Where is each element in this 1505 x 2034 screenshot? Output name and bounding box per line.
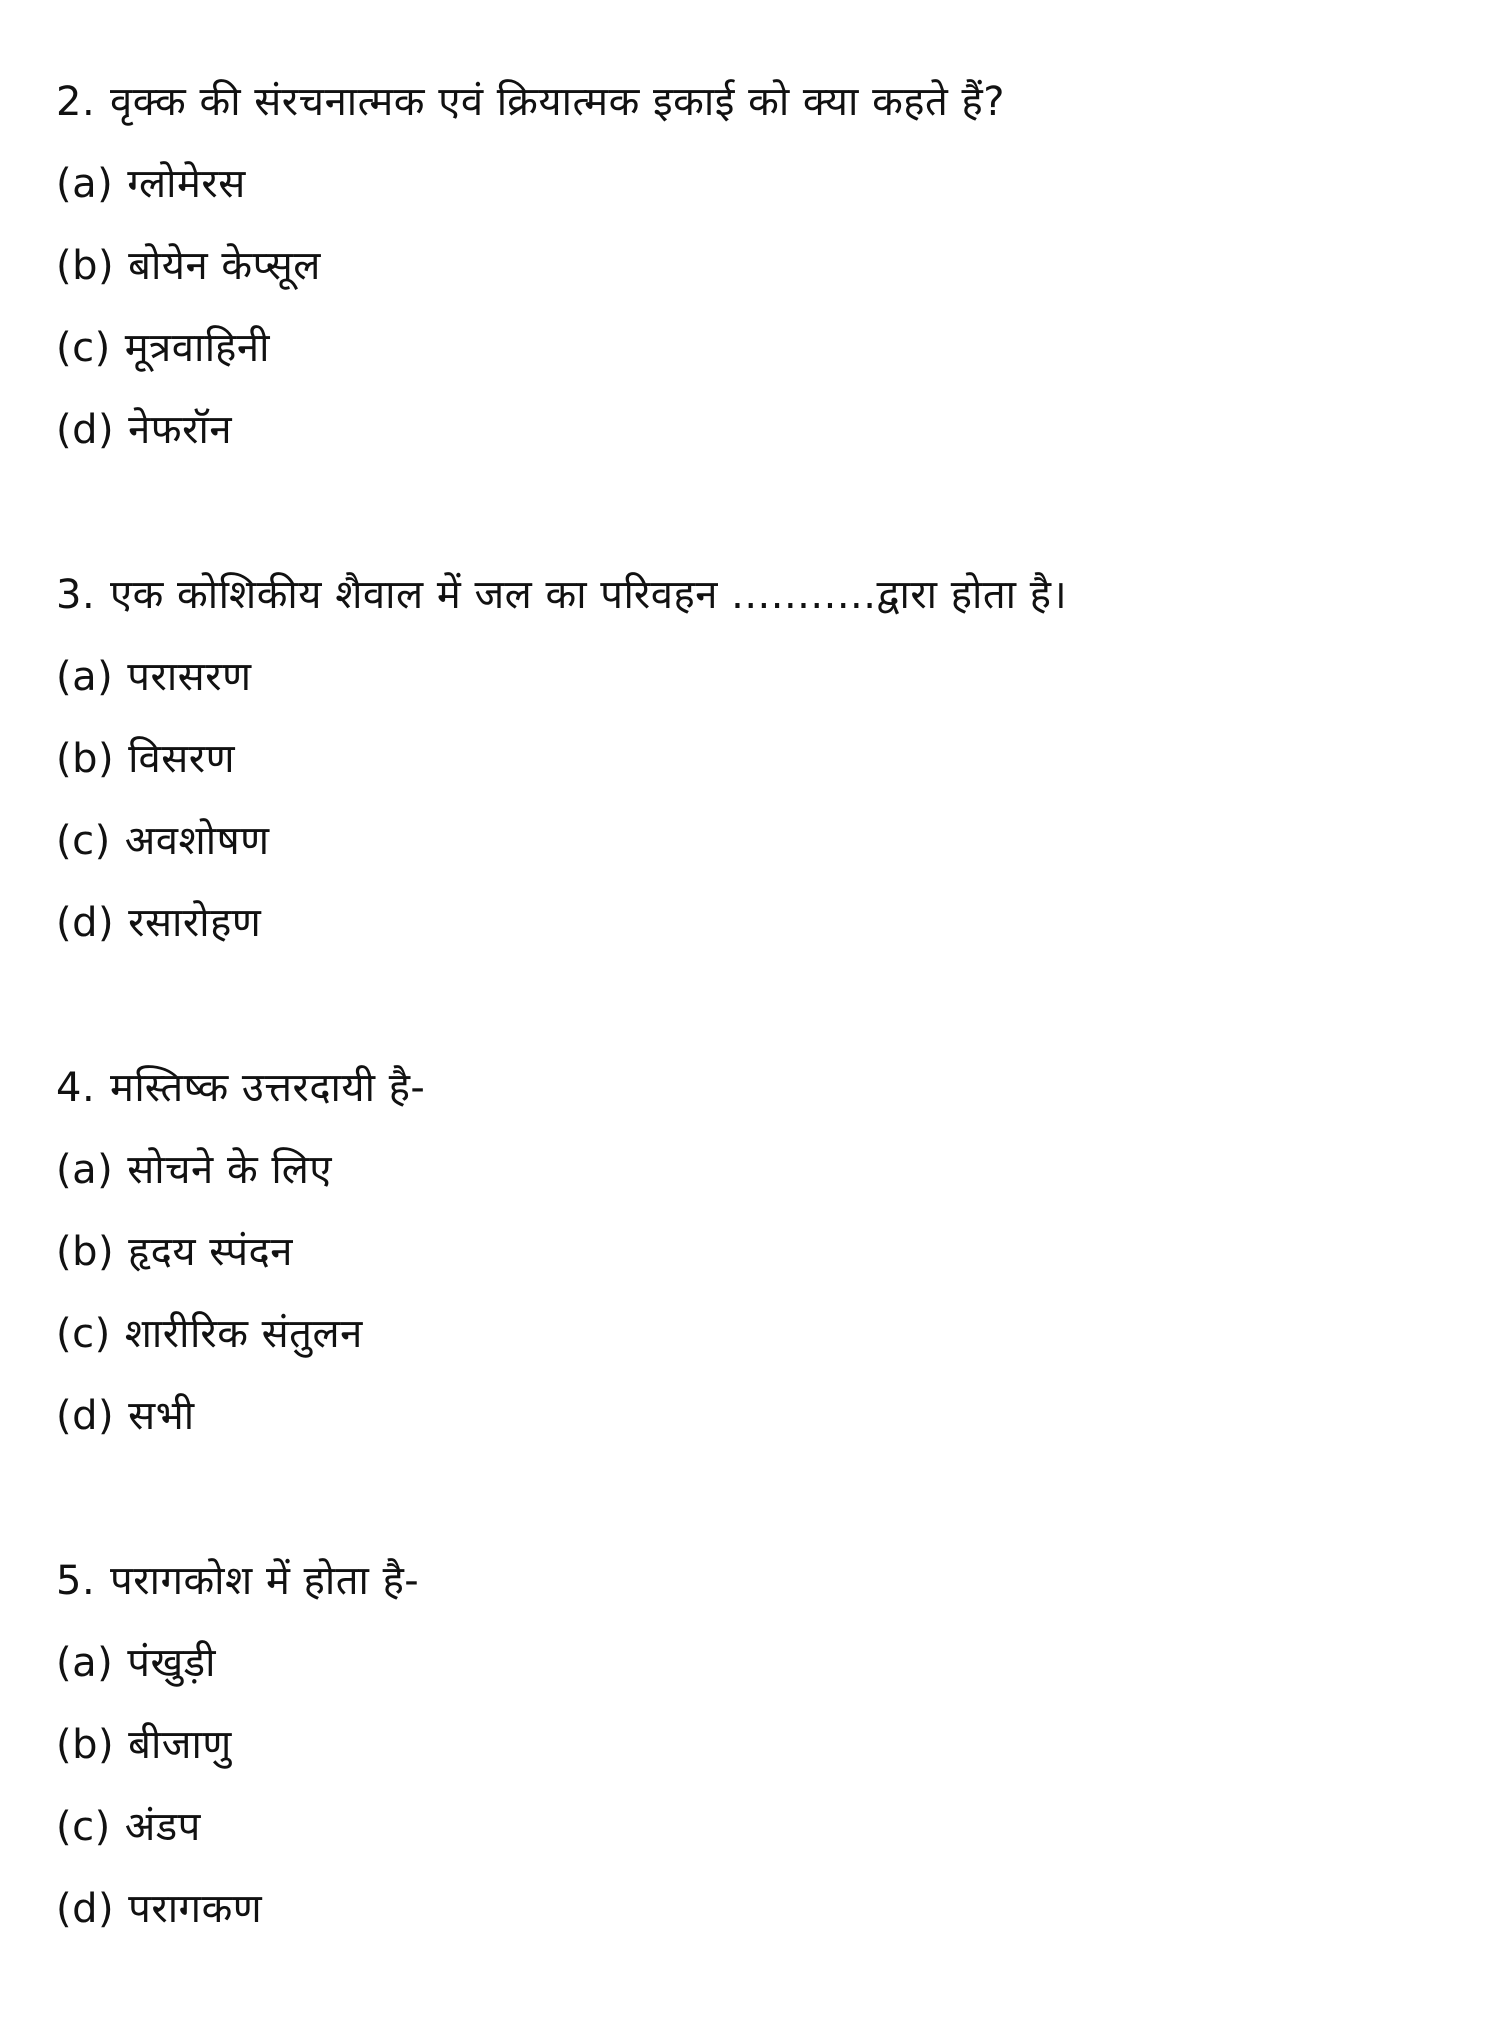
question-2	[56, 70, 1456, 152]
option-label: (d)	[56, 1886, 115, 1932]
option-3c	[56, 809, 1456, 891]
option-text: बीजाणु	[128, 1722, 232, 1768]
option-label: (c)	[56, 325, 111, 371]
option-label: (c)	[56, 818, 111, 864]
question-text: मस्तिष्क उत्तरदायी है-	[110, 1065, 426, 1111]
question-number: 2.	[56, 79, 96, 125]
question-block-5	[56, 1549, 1456, 1959]
option-text: रसारोहण	[128, 900, 262, 946]
option-text: पंखुड़ी	[127, 1640, 216, 1686]
document-page	[56, 70, 1456, 1959]
option-text: परागकण	[128, 1886, 263, 1932]
option-text: सभी	[128, 1393, 195, 1439]
option-label: (d)	[56, 1393, 115, 1439]
question-block-2	[56, 70, 1456, 480]
question-block-3	[56, 563, 1456, 973]
option-4c	[56, 1302, 1456, 1384]
option-2d	[56, 398, 1456, 480]
option-label: (d)	[56, 900, 115, 946]
option-text: विसरण	[128, 736, 236, 782]
question-text: परागकोश में होता है-	[110, 1558, 420, 1604]
option-5b	[56, 1713, 1456, 1795]
option-text: परासरण	[127, 654, 252, 700]
question-5	[56, 1549, 1456, 1631]
option-label: (a)	[56, 161, 114, 207]
option-label: (a)	[56, 1147, 114, 1193]
option-text: ग्लोमेरस	[127, 161, 246, 207]
option-label: (b)	[56, 1722, 115, 1768]
option-text: बोयेन केप्सूल	[128, 243, 321, 289]
option-2a	[56, 152, 1456, 234]
option-4b	[56, 1220, 1456, 1302]
option-text: शारीरिक संतुलन	[124, 1311, 363, 1357]
question-number: 4.	[56, 1065, 96, 1111]
option-2b	[56, 234, 1456, 316]
option-3b	[56, 727, 1456, 809]
option-4a	[56, 1138, 1456, 1220]
option-label: (c)	[56, 1804, 111, 1850]
option-text: सोचने के लिए	[127, 1147, 332, 1193]
option-3d	[56, 891, 1456, 973]
question-number: 3.	[56, 572, 96, 618]
option-text: हृदय स्पंदन	[128, 1229, 293, 1275]
option-label: (a)	[56, 1640, 114, 1686]
question-3	[56, 563, 1456, 645]
option-text: मूत्रवाहिनी	[124, 325, 270, 371]
question-block-4	[56, 1056, 1456, 1466]
option-2c	[56, 316, 1456, 398]
option-label: (c)	[56, 1311, 111, 1357]
option-3a	[56, 645, 1456, 727]
option-text: नेफरॉन	[128, 407, 233, 453]
option-5d	[56, 1877, 1456, 1959]
option-text: अंडप	[124, 1804, 201, 1850]
option-5c	[56, 1795, 1456, 1877]
option-text: अवशोषण	[124, 818, 270, 864]
option-label: (b)	[56, 736, 115, 782]
question-number: 5.	[56, 1558, 96, 1604]
question-text: वृक्क की संरचनात्मक एवं क्रियात्मक इकाई को क्या कहते हैं?	[110, 79, 1006, 125]
option-5a	[56, 1631, 1456, 1713]
option-label: (b)	[56, 243, 115, 289]
question-text: एक कोशिकीय शैवाल में जल का परिवहन ...........द्वारा होता है।	[110, 572, 1068, 618]
option-label: (a)	[56, 654, 114, 700]
question-4	[56, 1056, 1456, 1138]
option-4d	[56, 1384, 1456, 1466]
option-label: (b)	[56, 1229, 115, 1275]
option-label: (d)	[56, 407, 115, 453]
